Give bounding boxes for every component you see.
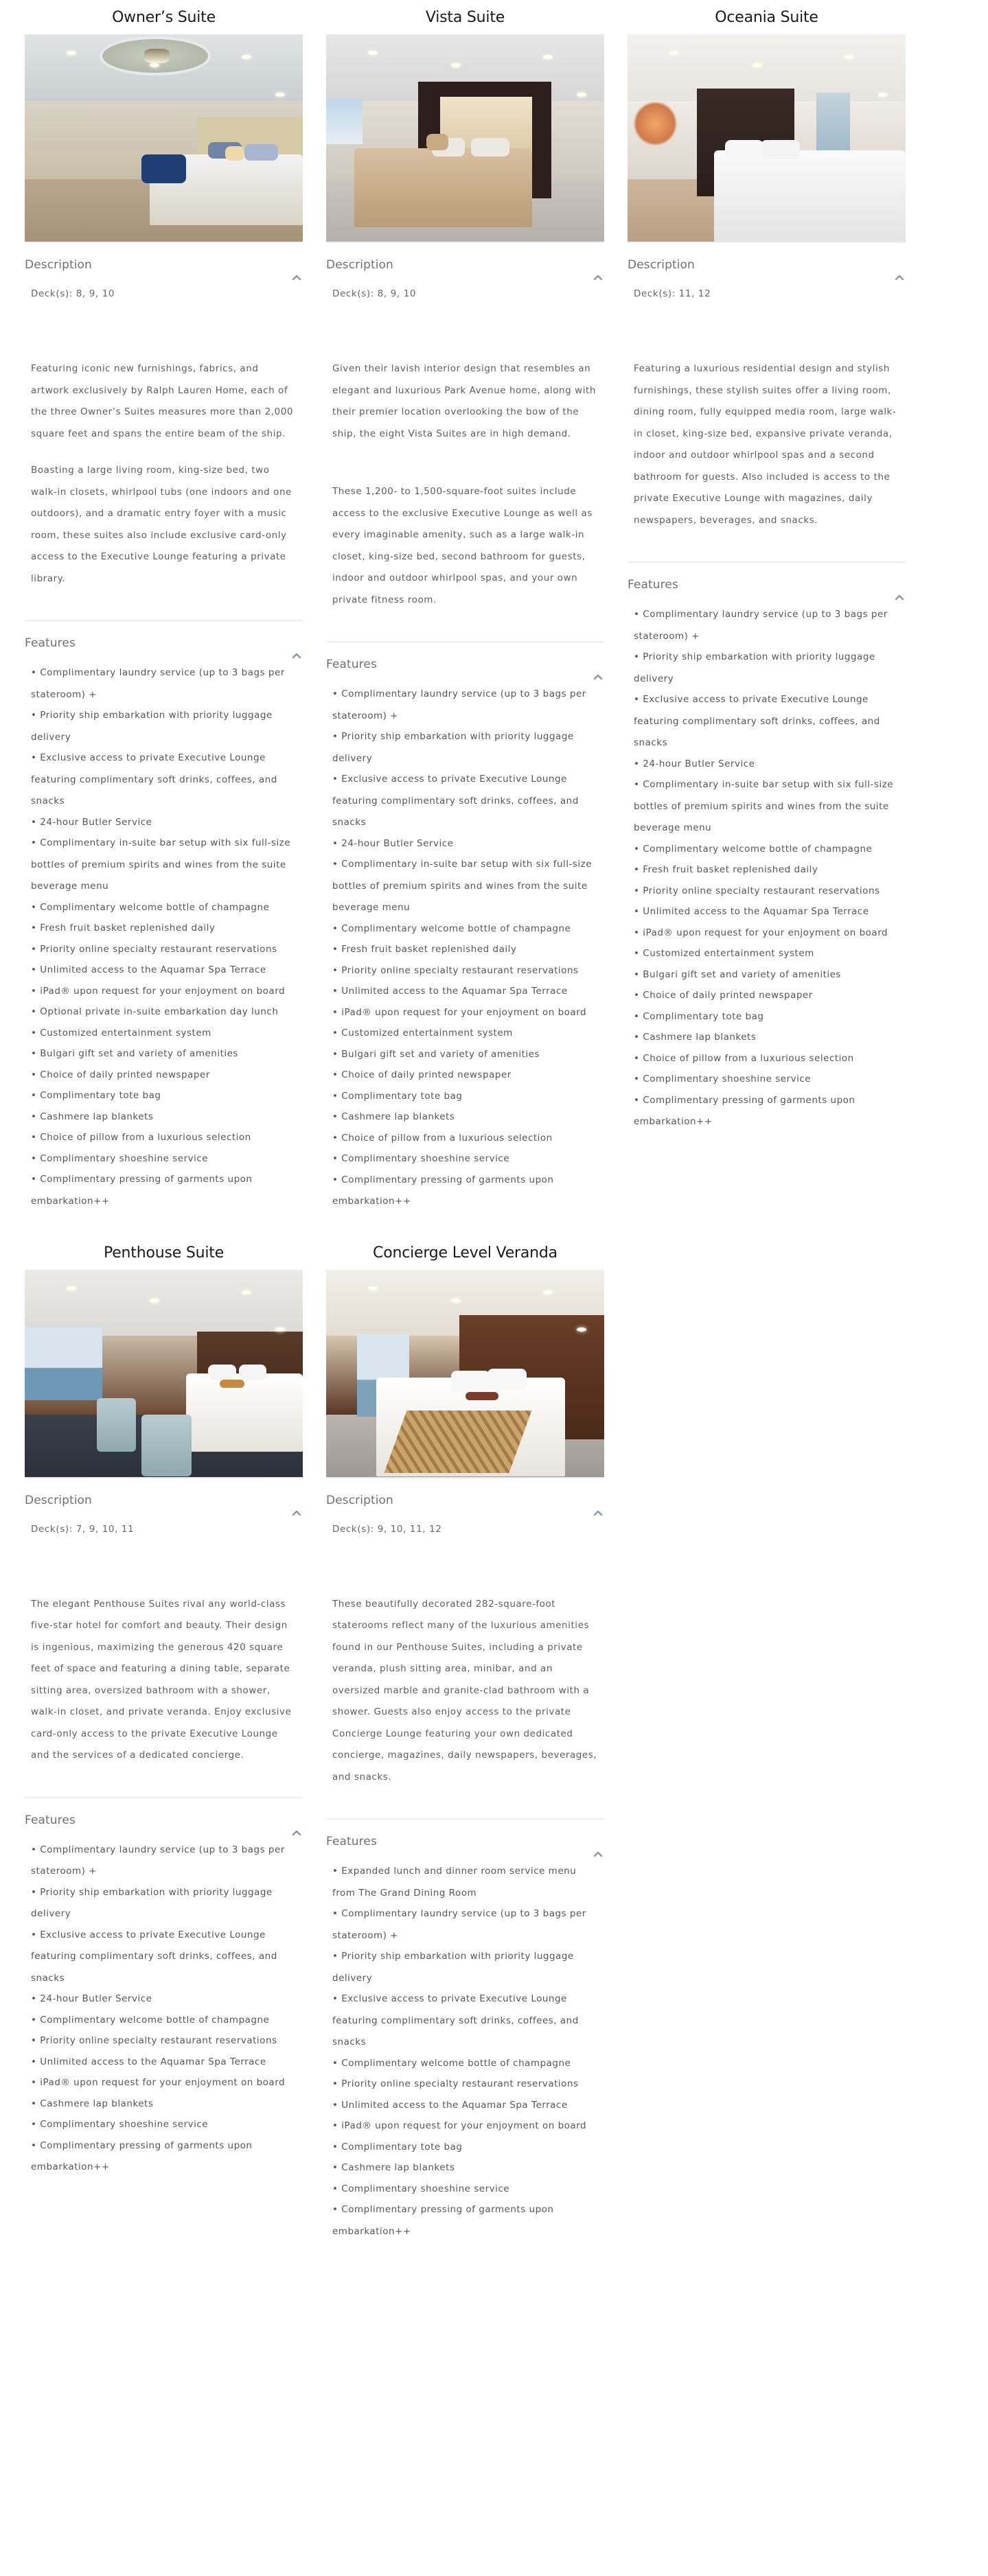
features-list xyxy=(326,684,604,1213)
suite-card xyxy=(25,3,303,1211)
chevron-up-icon[interactable] xyxy=(593,1506,603,1513)
feature-item: • Complimentary shoeshine service xyxy=(31,2114,297,2136)
feature-item: • Fresh fruit basket replenished daily xyxy=(634,859,899,881)
description-body xyxy=(628,316,906,531)
chevron-up-icon[interactable] xyxy=(593,1847,603,1854)
chevron-up-icon[interactable] xyxy=(895,590,904,597)
feature-item: • Priority ship embarkation with priority luggage delivery xyxy=(332,726,598,769)
description-heading: Description xyxy=(25,258,92,272)
suite-title: Owner’s Suite xyxy=(112,9,216,26)
features-toggle[interactable] xyxy=(326,642,604,684)
feature-item: • 24-hour Butler Service xyxy=(332,833,598,855)
feature-item: • Unlimited access to the Aquamar Spa Terrace xyxy=(634,901,899,923)
feature-item: • Unlimited access to the Aquamar Spa Terrace xyxy=(31,2052,297,2074)
suite-card xyxy=(326,3,604,1212)
features-list xyxy=(326,1861,604,2242)
feature-item: • Customized entertainment system xyxy=(634,943,899,965)
feature-item: • Priority ship embarkation with priority luggage delivery xyxy=(31,1882,297,1925)
feature-item: • Complimentary shoeshine service xyxy=(634,1069,899,1091)
feature-item: • Choice of pillow from a luxurious selection xyxy=(332,1128,598,1150)
feature-item: • Choice of daily printed newspaper xyxy=(332,1065,598,1087)
feature-item: • 24-hour Butler Service xyxy=(31,812,297,834)
chevron-up-icon[interactable] xyxy=(895,270,904,277)
feature-item: • Fresh fruit basket replenished daily xyxy=(332,939,598,961)
feature-item: • Complimentary in-suite bar setup with six full-size bottles of premium spirits and wines from the suite beverage menu xyxy=(332,854,598,919)
feature-item: • Complimentary tote bag xyxy=(31,1085,297,1107)
suite-title: Concierge Level Veranda xyxy=(373,1244,558,1262)
feature-item: • Complimentary welcome bottle of champagne xyxy=(31,2010,297,2032)
feature-item: • Customized entertainment system xyxy=(31,1023,297,1045)
description-heading: Description xyxy=(25,1493,92,1507)
deck-list: Deck(s): 8, 9, 10 xyxy=(332,288,417,299)
feature-item: • Choice of daily printed newspaper xyxy=(31,1065,297,1087)
features-heading: Features xyxy=(25,636,76,650)
feature-item: • 24-hour Butler Service xyxy=(31,1988,297,2010)
feature-item: • Fresh fruit basket replenished daily xyxy=(31,918,297,940)
features-list xyxy=(25,1840,303,2179)
feature-item: • Priority online specialty restaurant reservations xyxy=(634,881,899,903)
feature-item: • Cashmere lap blankets xyxy=(634,1027,899,1049)
description-toggle[interactable] xyxy=(628,243,906,284)
feature-item: • Cashmere lap blankets xyxy=(31,1106,297,1128)
feature-item: • Complimentary in-suite bar setup with six full-size bottles of premium spirits and wines from the suite beverage menu xyxy=(634,774,899,839)
feature-item: • Complimentary welcome bottle of champagne xyxy=(332,918,598,940)
description-toggle[interactable] xyxy=(326,243,604,284)
feature-item: • Priority ship embarkation with priority luggage delivery xyxy=(31,705,297,748)
chevron-up-icon[interactable] xyxy=(292,270,301,277)
feature-item: • Complimentary laundry service (up to 3 bags per stateroom) + xyxy=(634,604,899,647)
description-paragraph: These 1,200- to 1,500-square-foot suites include access to the exclusive Executive Lounge as well as every imaginable amenity, such as a large walk-in closet, king-size bed, second bathroom for guests, indoor and outdoor whirlpool spas, and your own private fitness room. xyxy=(332,486,593,605)
description-body xyxy=(326,316,604,611)
features-list xyxy=(25,662,303,1212)
features-heading: Features xyxy=(25,1813,76,1827)
features-toggle[interactable] xyxy=(628,563,906,604)
chevron-up-icon[interactable] xyxy=(292,649,301,655)
feature-item: • Complimentary shoeshine service xyxy=(332,2179,598,2201)
feature-item: • Priority ship embarkation with priority luggage delivery xyxy=(332,1946,598,1989)
feature-item: • 24-hour Butler Service xyxy=(634,754,899,776)
features-toggle[interactable] xyxy=(25,1798,303,1840)
feature-item: • Optional private in-suite embarkation day lunch xyxy=(31,1001,297,1023)
feature-item: • Priority online specialty restaurant reservations xyxy=(31,939,297,961)
feature-item: • Cashmere lap blankets xyxy=(31,2093,297,2115)
description-heading: Description xyxy=(628,258,695,272)
feature-item: • Complimentary shoeshine service xyxy=(332,1148,598,1170)
feature-item: • Complimentary shoeshine service xyxy=(31,1148,297,1170)
feature-item: • Complimentary laundry service (up to 3 bags per stateroom) + xyxy=(332,1903,598,1947)
feature-item: • Bulgari gift set and variety of amenities xyxy=(31,1043,297,1065)
feature-item: • Complimentary pressing of garments upon embarkation++ xyxy=(332,2199,598,2242)
features-toggle[interactable] xyxy=(326,1820,604,1861)
suite-photo xyxy=(326,34,604,243)
feature-item: • Exclusive access to private Executive Lounge featuring complimentary soft drinks, coffees, and snacks xyxy=(332,1988,598,2054)
deck-list: Deck(s): 8, 9, 10 xyxy=(31,288,115,299)
description-toggle[interactable] xyxy=(25,1478,303,1520)
deck-list: Deck(s): 11, 12 xyxy=(634,288,711,299)
feature-item: • iPad® upon request for your enjoyment on board xyxy=(31,981,297,1003)
feature-item: • Complimentary welcome bottle of champagne xyxy=(634,839,899,861)
suite-photo xyxy=(628,34,906,243)
feature-item: • Complimentary pressing of garments upon embarkation++ xyxy=(634,1090,899,1133)
feature-item: • Exclusive access to private Executive Lounge featuring complimentary soft drinks, coffees, and snacks xyxy=(31,1925,297,1990)
feature-item: • Unlimited access to the Aquamar Spa Terrace xyxy=(332,981,598,1003)
suite-photo xyxy=(326,1270,604,1478)
description-paragraph: The elegant Penthouse Suites rival any world-class five-star hotel for comfort and beauty. Their design is ingenious, maximizing the generous 420 square feet of space and featuring a dining table, separate sitting area, oversized bathroom with a shower, walk-in closet, and private veranda. Enjoy exclusive card-only access to the private Executive Lounge and the services of a dedicated concierge. xyxy=(31,1598,292,1761)
features-toggle[interactable] xyxy=(25,621,303,662)
feature-item: • Priority ship embarkation with priority luggage delivery xyxy=(634,647,899,690)
suite-title: Oceania Suite xyxy=(715,9,818,26)
chevron-up-icon[interactable] xyxy=(593,670,603,677)
description-paragraph: These beautifully decorated 282-square-foot staterooms reflect many of the luxurious amenities found in our Penthouse Suites, including a private veranda, plush sitting area, minibar, and an oversized marble and granite-clad bathroom with a shower. Guests also enjoy access to the private Concierge Lounge featuring your own dedicated concierge, magazines, daily newspapers, beverages, and snacks. xyxy=(332,1598,597,1783)
feature-item: • Complimentary welcome bottle of champagne xyxy=(31,897,297,919)
feature-item: • iPad® upon request for your enjoyment on board xyxy=(31,2072,297,2094)
feature-item: • Cashmere lap blankets xyxy=(332,1106,598,1128)
feature-item: • iPad® upon request for your enjoyment on board xyxy=(332,1002,598,1024)
features-heading: Features xyxy=(326,658,377,671)
feature-item: • Priority online specialty restaurant reservations xyxy=(31,2030,297,2052)
feature-item: • Bulgari gift set and variety of amenities xyxy=(332,1044,598,1066)
feature-item: • Priority online specialty restaurant reservations xyxy=(332,2074,598,2096)
feature-item: • Complimentary tote bag xyxy=(332,1086,598,1108)
chevron-up-icon[interactable] xyxy=(593,270,603,277)
description-paragraph: Boasting a large living room, king-size bed, two walk-in closets, whirlpool tubs (one indoors and one outdoors), and a dramatic entry foyer with a music room, these suites also include exclusive card-only access to the Executive Lounge featuring a private library. xyxy=(31,465,292,584)
feature-item: • Complimentary laundry service (up to 3 bags per stateroom) + xyxy=(332,684,598,727)
feature-item: • Unlimited access to the Aquamar Spa Terrace xyxy=(31,960,297,982)
feature-item: • Exclusive access to private Executive Lounge featuring complimentary soft drinks, coffees, and snacks xyxy=(332,769,598,834)
suite-photo xyxy=(25,34,303,243)
features-heading: Features xyxy=(628,578,678,592)
feature-item: • iPad® upon request for your enjoyment on board xyxy=(332,2115,598,2137)
feature-item: • Complimentary tote bag xyxy=(634,1006,899,1028)
feature-item: • Choice of pillow from a luxurious selection xyxy=(634,1048,899,1070)
description-toggle[interactable] xyxy=(326,1478,604,1520)
feature-item: • Complimentary laundry service (up to 3 bags per stateroom) + xyxy=(31,662,297,706)
feature-item: • Exclusive access to private Executive Lounge featuring complimentary soft drinks, coffees, and snacks xyxy=(31,747,297,813)
features-heading: Features xyxy=(326,1835,377,1848)
suites-row-2 xyxy=(0,1238,988,2242)
description-paragraph: Featuring a luxurious residential design and stylish furnishings, these stylish suites offer a living room, dining room, fully equipped media room, large walk-in closet, king-size bed, expansive private veranda, indoor and outdoor whirlpool spas and a second bathroom for guests. Also included is access to the private Executive Lounge with magazines, daily newspapers, beverages, and snacks. xyxy=(634,363,897,526)
feature-item: • Complimentary welcome bottle of champagne xyxy=(332,2053,598,2075)
suite-title: Vista Suite xyxy=(425,9,505,26)
description-toggle[interactable] xyxy=(25,243,303,284)
suite-title: Penthouse Suite xyxy=(103,1244,225,1262)
suite-card xyxy=(25,1238,303,2178)
feature-item: • Choice of pillow from a luxurious selection xyxy=(31,1127,297,1149)
chevron-up-icon[interactable] xyxy=(292,1506,301,1513)
suites-row-1 xyxy=(0,0,988,1212)
description-paragraph: Given their lavish interior design that resembles an elegant and luxurious Park Avenue home, along with their premier location overlooking the bow of the ship, the eight Vista Suites are in high demand. xyxy=(332,363,596,439)
feature-item: • Exclusive access to private Executive Lounge featuring complimentary soft drinks, coffees, and snacks xyxy=(634,689,899,754)
feature-item: • Choice of daily printed newspaper xyxy=(634,985,899,1007)
feature-item: • Complimentary tote bag xyxy=(332,2137,598,2159)
feature-item: • Cashmere lap blankets xyxy=(332,2157,598,2179)
description-heading: Description xyxy=(326,258,393,272)
features-list xyxy=(628,604,906,1133)
suite-card xyxy=(326,1238,604,2242)
description-body xyxy=(25,1551,303,1767)
feature-item: • Priority online specialty restaurant reservations xyxy=(332,960,598,982)
description-heading: Description xyxy=(326,1493,393,1507)
description-body xyxy=(326,1551,604,1789)
feature-item: • Complimentary pressing of garments upon embarkation++ xyxy=(332,1170,598,1213)
feature-item: • Expanded lunch and dinner room service menu from The Grand Dining Room xyxy=(332,1861,598,1904)
description-body xyxy=(25,316,303,590)
suite-card xyxy=(628,3,906,1133)
feature-item: • Customized entertainment system xyxy=(332,1023,598,1045)
feature-item: • Complimentary pressing of garments upon embarkation++ xyxy=(31,2135,297,2179)
feature-item: • Complimentary in-suite bar setup with six full-size bottles of premium spirits and wines from the suite beverage menu xyxy=(31,833,297,898)
deck-list: Deck(s): 9, 10, 11, 12 xyxy=(332,1523,442,1535)
feature-item: • Unlimited access to the Aquamar Spa Terrace xyxy=(332,2095,598,2117)
feature-item: • Bulgari gift set and variety of amenities xyxy=(634,964,899,986)
feature-item: • Complimentary pressing of garments upon embarkation++ xyxy=(31,1169,297,1212)
feature-item: • Complimentary laundry service (up to 3 bags per stateroom) + xyxy=(31,1840,297,1883)
suite-photo xyxy=(25,1270,303,1478)
description-paragraph: Featuring iconic new furnishings, fabrics, and artwork exclusively by Ralph Lauren Home, each of the three Owner’s Suites measures more than 2,000 square feet and spans the entire beam of the ship. xyxy=(31,363,293,439)
chevron-up-icon[interactable] xyxy=(292,1826,301,1833)
deck-list: Deck(s): 7, 9, 10, 11 xyxy=(31,1523,135,1535)
feature-item: • iPad® upon request for your enjoyment on board xyxy=(634,923,899,944)
